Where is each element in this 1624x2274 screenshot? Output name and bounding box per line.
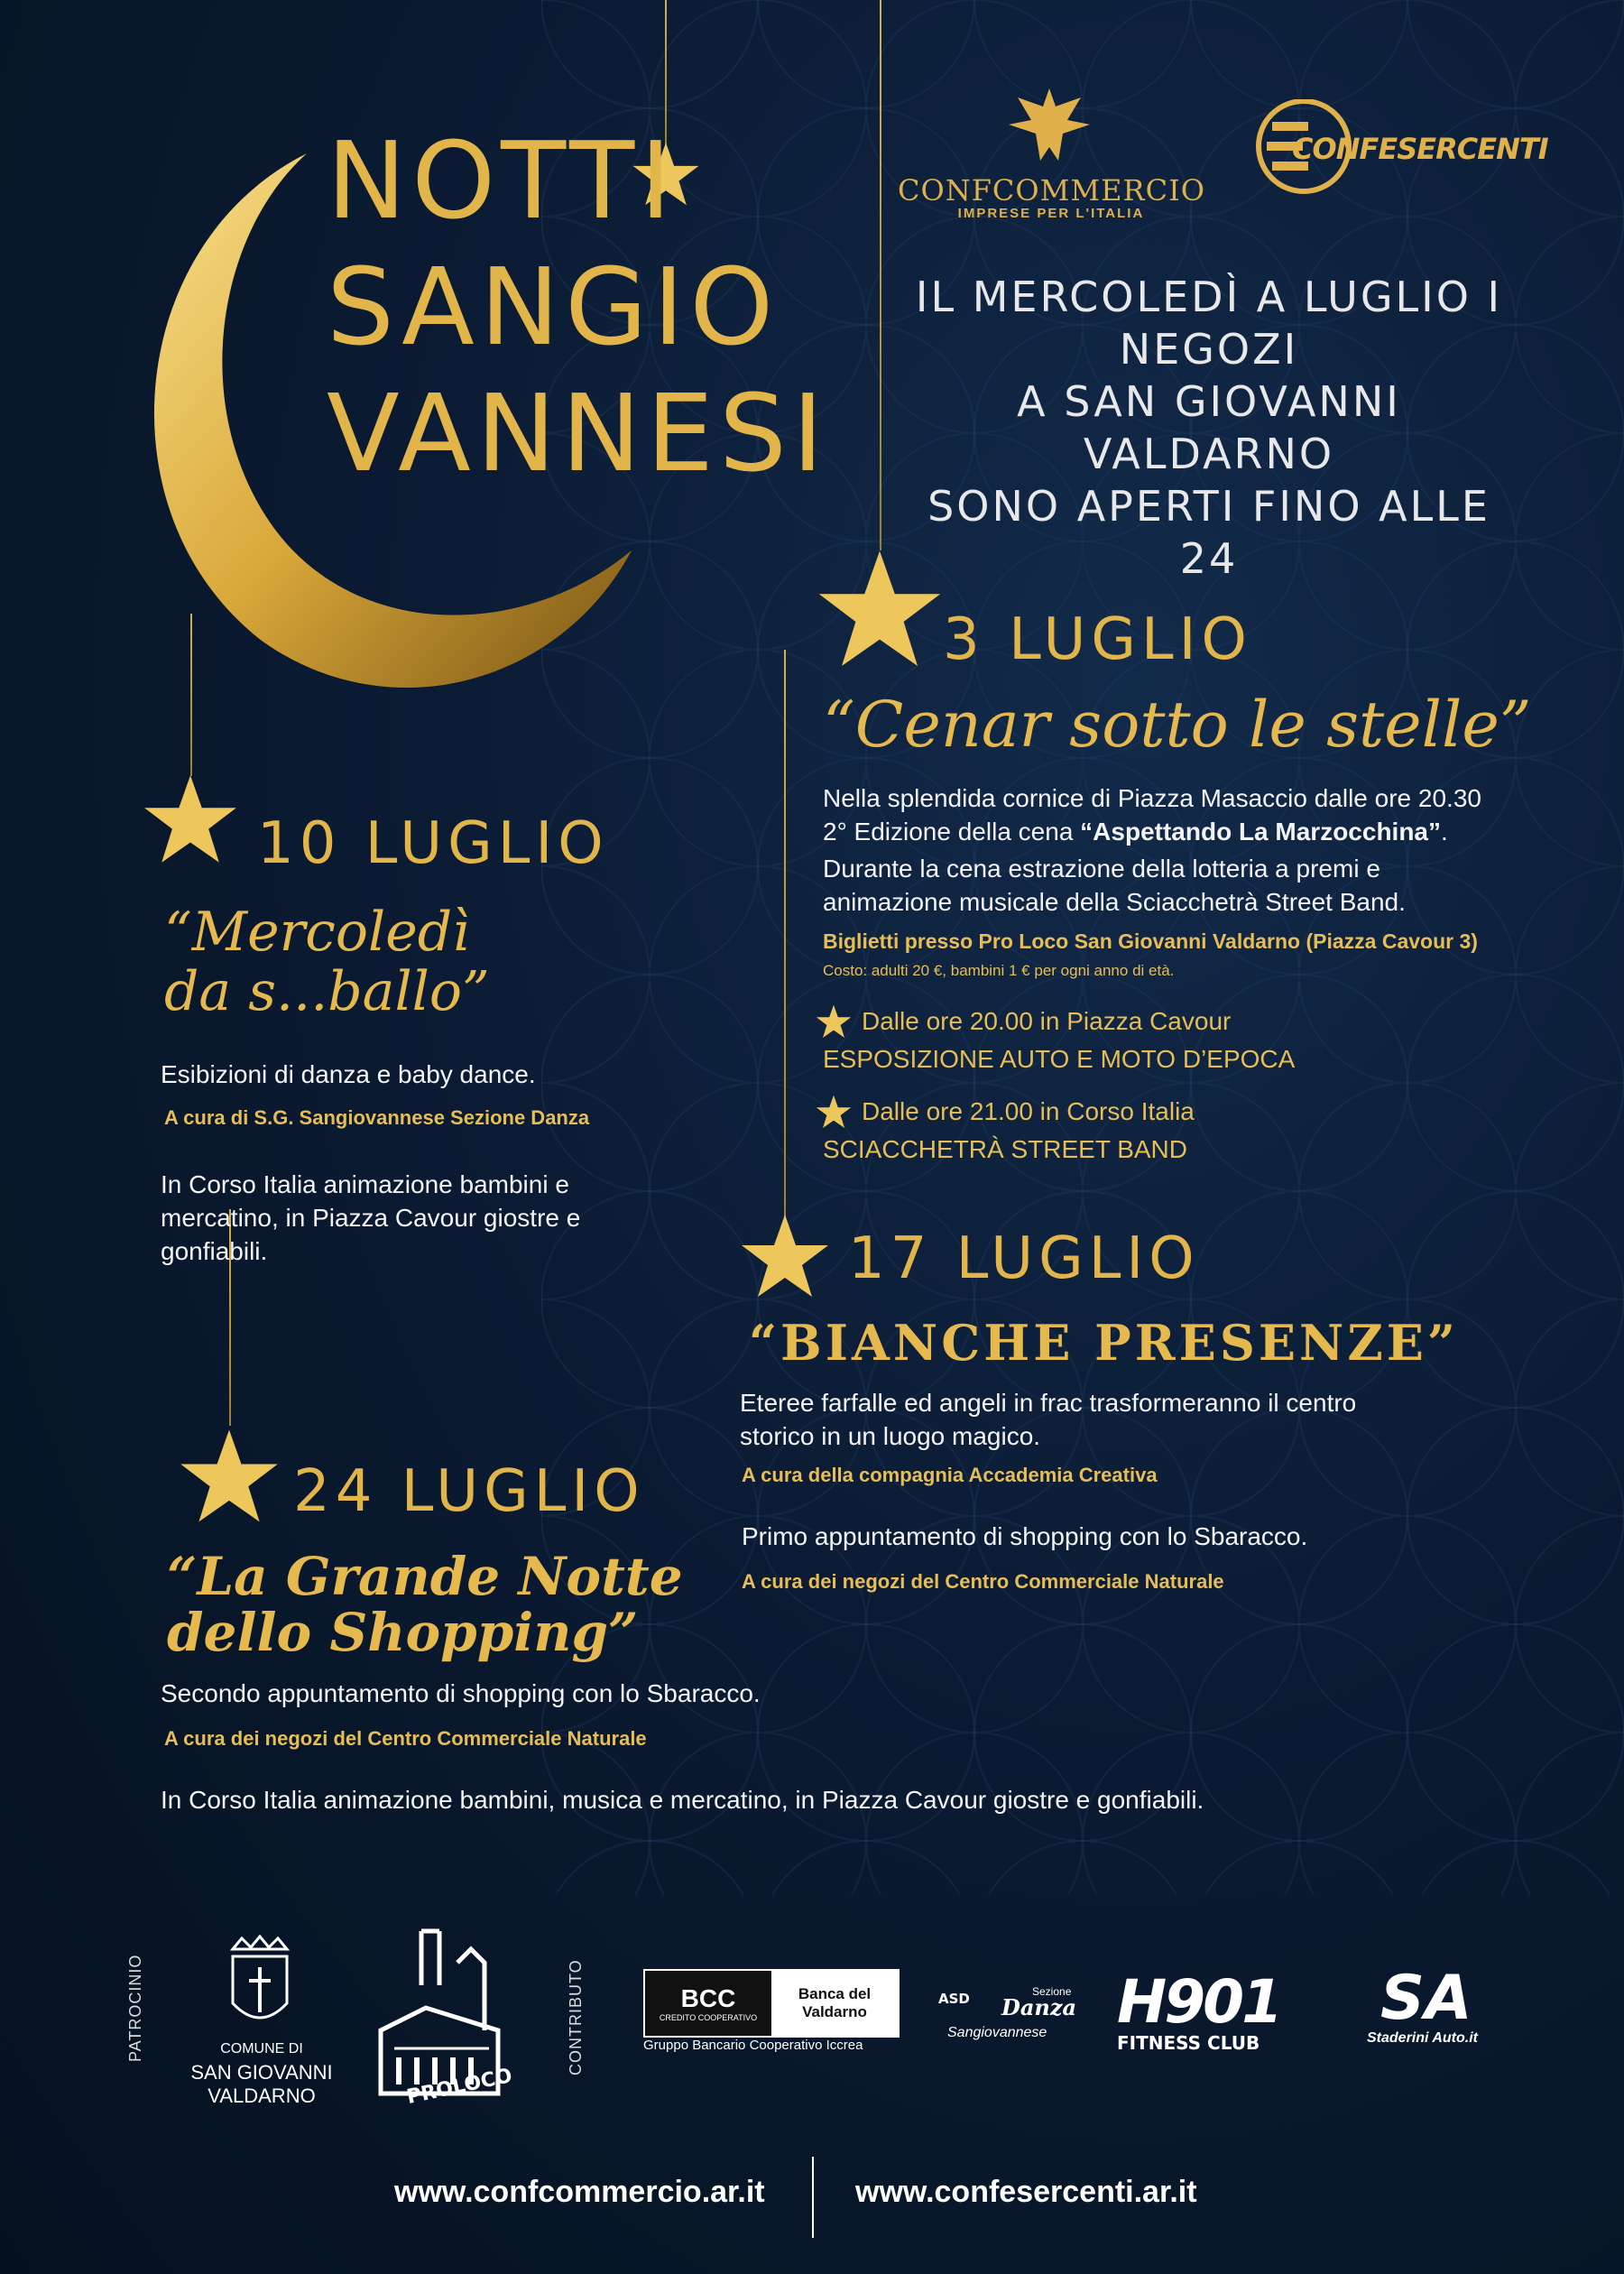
comune-line: SAN GIOVANNI — [190, 2061, 333, 2084]
sub-event-time: Dalle ore 20.00 in Piazza Cavour — [862, 1007, 1232, 1035]
event-description: Esibizioni di danza e baby dance. — [161, 1060, 536, 1088]
hanging-line — [784, 650, 786, 1218]
comune-line: VALDARNO — [208, 2084, 316, 2107]
event-credit: A cura dei negozi del Centro Commerciale Naturale — [164, 1727, 647, 1750]
bcc-short: BCC — [680, 1984, 736, 2012]
hanging-line — [880, 0, 881, 550]
event-date: 3 LUGLIO — [943, 606, 1252, 673]
confcommercio-link[interactable]: www.confcommercio.ar.it — [394, 2175, 765, 2209]
event-credit: A cura della compagnia Accademia Creativa — [742, 1464, 1158, 1486]
coat-of-arms-icon — [215, 1931, 305, 2039]
event-name — [164, 902, 490, 1021]
bcc-logo — [643, 1969, 900, 2038]
star-bullet-icon — [816, 1094, 852, 1130]
confcommercio-subtitle: IMPRESE PER L'ITALIA — [957, 206, 1145, 221]
poster-title — [327, 117, 829, 496]
event-credit: A cura di S.G. Sangiovannese Sezione Danza — [164, 1106, 590, 1129]
event-name: “Cenar sotto le stelle” — [823, 688, 1532, 762]
h901-subtitle: FITNESS CLUB — [1117, 2032, 1260, 2054]
bcc-bank-line: Banca del — [798, 1985, 872, 2002]
event-description — [823, 852, 1406, 919]
text-line — [823, 815, 1481, 848]
text-line: Nella splendida cornice di Piazza Masaccio dalle ore 20.30 — [823, 784, 1481, 812]
proloco-label: PROLOCO — [404, 2064, 514, 2110]
contributo-label: CONTRIBUTO — [567, 1959, 585, 2075]
eagle-logo-icon — [1000, 79, 1099, 170]
text-line: Eteree farfalle ed angeli in frac trasformeranno il centro — [740, 1389, 1357, 1417]
text-line: Durante la cena estrazione della lotteria a premi e — [823, 855, 1380, 883]
star-icon — [179, 1426, 280, 1527]
confesercenti-logo: CONFESERCENTI — [1292, 132, 1548, 166]
event-date: 10 LUGLIO — [257, 810, 609, 877]
text-line: storico in un luogo magico. — [740, 1422, 1041, 1450]
event-name — [167, 1546, 683, 1663]
cost-info: Costo: adulti 20 €, bambini 1 € per ogni anno di età. — [823, 962, 1175, 979]
sa-subtitle: Staderini Auto.it — [1367, 2030, 1478, 2046]
text-line: In Corso Italia animazione bambini e — [161, 1170, 569, 1198]
title-line: NOTTI — [327, 118, 678, 243]
tickets-info: Biglietti presso Pro Loco San Giovanni Valdarno (Piazza Cavour 3) — [823, 929, 1478, 953]
title-line: VANNESI — [327, 371, 829, 495]
dinner-name: “Aspettando La Marzocchina” — [1080, 818, 1442, 846]
asd-sezione: Sezione — [1032, 1985, 1072, 1998]
hanging-line — [190, 614, 192, 776]
text-span: 2° Edizione della cena — [823, 818, 1081, 846]
name-line: da s...ballo” — [164, 960, 490, 1023]
event-credit: A cura dei negozi del Centro Commerciale Naturale — [742, 1570, 1224, 1593]
bcc-group: Gruppo Bancario Cooperativo Iccrea — [643, 2038, 863, 2053]
confesercenti-link[interactable]: www.confesercenti.ar.it — [855, 2175, 1197, 2209]
sub-event-time: Dalle ore 21.00 in Corso Italia — [862, 1097, 1195, 1125]
sub-event-title: ESPOSIZIONE AUTO E MOTO D’EPOCA — [823, 1045, 1296, 1073]
patrocinio-label: PATROCINIO — [126, 1954, 144, 2062]
footer-divider — [812, 2157, 814, 2238]
star-icon — [740, 1211, 830, 1301]
event-description — [823, 781, 1481, 848]
text-line: mercatino, in Piazza Cavour giostre e — [161, 1204, 581, 1232]
asd-danza-logo — [938, 1985, 1092, 2057]
sub-event-title: SCIACCHETRÀ STREET BAND — [823, 1135, 1187, 1163]
text-span: . — [1441, 818, 1448, 846]
name-line: “La Grande Notte — [167, 1546, 683, 1607]
intro-line: A SAN GIOVANNI VALDARNO — [1017, 377, 1401, 478]
name-line: dello Shopping” — [167, 1602, 639, 1663]
h901-logo: H901 — [1117, 1967, 1281, 2037]
intro-line: IL MERCOLEDÌ A LUGLIO I NEGOZI — [915, 273, 1503, 374]
bcc-bank-line: Valdarno — [802, 2003, 867, 2020]
bcc-bank-name — [771, 1971, 898, 2036]
asd-danza: Danza — [1001, 1994, 1076, 2020]
asd-label: ASD — [938, 1991, 970, 2007]
star-bullet-icon — [816, 1003, 852, 1040]
text-line: animazione musicale della Sciacchetrà Street Band. — [823, 888, 1406, 916]
bcc-sub: CREDITO COOPERATIVO — [659, 2013, 758, 2022]
intro-line: SONO APERTI FINO ALLE 24 — [927, 482, 1490, 583]
comune-line: COMUNE DI — [220, 2041, 303, 2057]
event-description: Primo appuntamento di shopping con lo Sbaracco. — [742, 1522, 1308, 1550]
event-description: Secondo appuntamento di shopping con lo Sbaracco. — [161, 1679, 761, 1707]
star-icon — [143, 772, 238, 867]
bcc-mark — [645, 1971, 771, 2036]
title-line: SANGIO — [327, 245, 780, 369]
asd-name: Sangiovannese — [947, 2025, 1047, 2040]
event-date: 17 LUGLIO — [848, 1225, 1200, 1292]
name-line: “Mercoledì — [164, 901, 470, 964]
confcommercio-logo: CONFCOMMERCIO — [898, 173, 1205, 208]
text-line: gonfiabili. — [161, 1237, 268, 1265]
event-description — [740, 1386, 1356, 1453]
event-date: 24 LUGLIO — [293, 1458, 645, 1525]
event-name: “BIANCHE PRESENZE” — [749, 1314, 1459, 1372]
sa-logo: SA — [1380, 1963, 1472, 2034]
event-description — [161, 1168, 580, 1268]
event-description: In Corso Italia animazione bambini, musica e mercatino, in Piazza Cavour giostre e gonfiabili. — [161, 1786, 1204, 1814]
intro-text — [893, 271, 1525, 585]
